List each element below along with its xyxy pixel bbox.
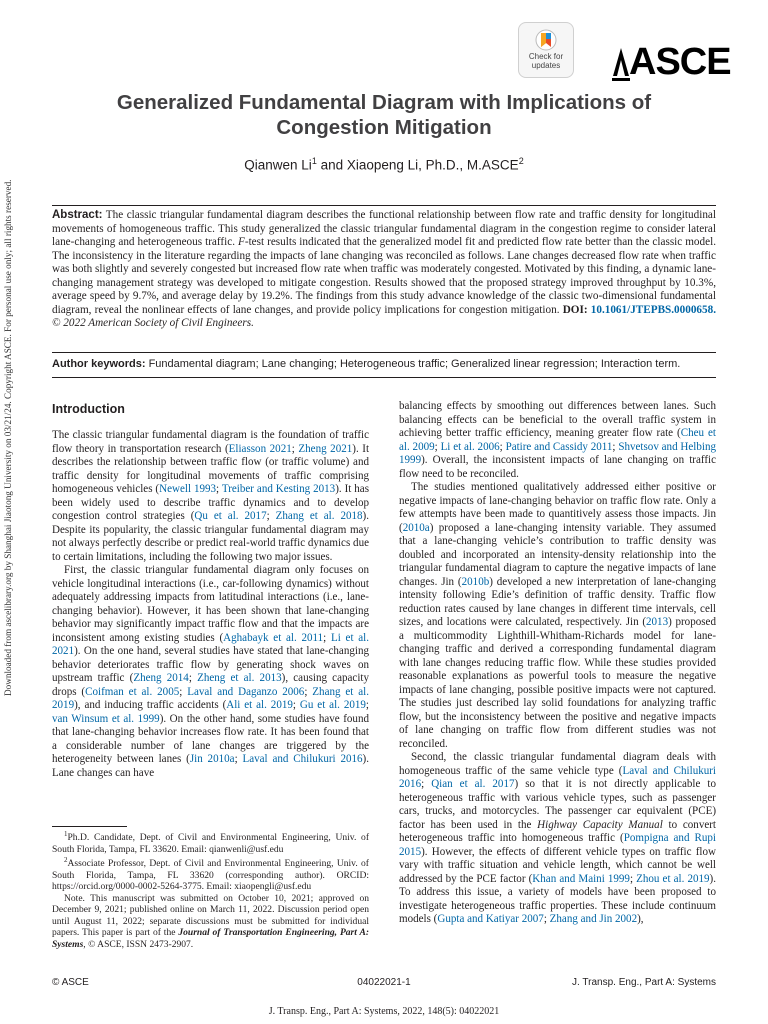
citation-ref[interactable]: Zheng et al. 2013: [197, 672, 282, 684]
abstract-f-test: F: [238, 236, 245, 249]
abstract: [52, 209, 716, 331]
body-text: ). Lane changes can have: [52, 753, 369, 779]
body-text: The classic triangular fundamental diagram is the foundation of traffic flow theory in transportation research (: [52, 429, 369, 455]
footnote-rule: [52, 826, 127, 827]
citation-ref[interactable]: van Winsum et al. 1999: [52, 712, 160, 725]
body-text: ). However, the effects of different vehicle types on traffic flow vary with traffic situation and vehicle length, which cannot be well addressed by the PCE factor (: [399, 845, 716, 885]
asce-logo-mark: [611, 40, 631, 84]
body-text: ) proposed a multicommodity Lighthill-Whitham-Richards model for lane-changing traffic and derived a corresponding fundamental diagram with lane changes reducing traffic flow. While these studies provided reasonable explanations as powerful tools to measure the negative impacts of lane changing, possible positive impacts were not captured. The studies just described lay solid foundations for analyzing traffic flow, but the inconsistency between the positive and negative impacts of lane changing on traffic flow from different studies was not reconciled.: [399, 616, 716, 750]
citation-ref[interactable]: Patire and Cassidy 2011: [505, 440, 613, 453]
citation-ref[interactable]: Treiber and Kesting 2013: [221, 483, 336, 495]
footnote-1: [52, 829, 369, 855]
body-text: ;: [188, 672, 198, 684]
title-line-1: Generalized Fundamental Diagram with Implications of: [116, 91, 652, 114]
download-notice: Downloaded from ascelibrary.org by Shanghai Jiaotong University on 03/21/24. Copyright ASCE. For personal use only; all rights reserved.: [3, 179, 13, 696]
citation-ref[interactable]: Gupta and Katiyar 2007: [437, 913, 544, 925]
body-text: ;: [543, 913, 550, 925]
footer-page-id: 04022021-1: [357, 977, 411, 988]
footnote-2: [52, 855, 369, 893]
check-for-updates-badge[interactable]: [518, 22, 574, 78]
citation-ref[interactable]: Cheu et al. 2009: [399, 427, 716, 453]
doi: [563, 304, 716, 316]
body-text: ). On the one hand, several studies have stated that lane-changing behavior deteriorates traffic flow by generating shock waves on upstream traffic (: [52, 645, 369, 684]
body-text: ;: [421, 778, 432, 790]
page-footer: [52, 976, 716, 990]
body-text: ), causing capacity drops (: [52, 672, 369, 698]
body-text: ;: [234, 753, 243, 765]
citation-ref[interactable]: Laval and Chilukuri 2016: [242, 753, 363, 765]
keywords-rule: [52, 352, 716, 353]
body-text: First, the classic triangular fundamental diagram only focuses on vehicle longitudinal interactions (i.e., car-following dynamics) without adequately addressing impacts from latitudinal interactions (i.e., lane-changing behavior). However, it has been shown that lane-changing behavior may significantly impact traffic flow and that the impacts are inconsistent among existing studies (: [52, 564, 369, 644]
left-column: [52, 400, 369, 780]
keywords-text: Fundamental diagram; Lane changing; Heterogeneous traffic; Generalized linear regression; Interaction term.: [145, 358, 681, 370]
body-text: ;: [292, 699, 300, 711]
citation-ref[interactable]: Zhang et al. 2019: [52, 685, 369, 711]
body-text: ). It has been widely used to describe traffic dynamics and to develop congestion control strategies (: [52, 483, 369, 522]
citation-ref[interactable]: Aghabayk et al. 2011: [223, 631, 324, 644]
abstract-copyright: © 2022 American Society of Civil Engineers.: [52, 317, 254, 330]
body-text: ) proposed a lane-changing intensity variable. They assumed that a lane-changing vehicle’s contribution to traffic density was doubled and incorporated an intensity-density relationship into the triangular fundamental diagram to capture the negative impacts of lane changes. Jin (: [399, 521, 716, 588]
intro-paragraph-2: [52, 564, 369, 780]
citation-ref[interactable]: Qu et al. 2017: [194, 510, 267, 522]
manuscript-note: [52, 893, 369, 951]
author-line: [60, 156, 708, 173]
body-text: ) so that it is not directly applicable to heterogeneous traffic with various vehicle types, such as passenger cars, trucks, and motorcycles. The passenger car equivalent (PCE) factor has been used in the: [399, 778, 716, 831]
body-text: ). Overall, the inconsistent impacts of lane changing on traffic flow need to be reconciled.: [399, 454, 716, 480]
keywords-bottom-rule: [52, 377, 716, 378]
body-text: ;: [179, 685, 188, 698]
citation-ref[interactable]: Laval and Daganzo 2006: [187, 685, 305, 698]
body-text: ;: [612, 440, 619, 453]
intro-paragraph-4: [399, 481, 716, 751]
body-text: Second, the classic triangular fundamental diagram deals with homogeneous traffic of the same vehicle type (: [399, 751, 716, 777]
body-text: ;: [365, 699, 369, 711]
intro-paragraph-3: [399, 400, 716, 481]
body-text: ), and inducing traffic accidents (: [74, 699, 227, 711]
footnotes: [52, 829, 369, 950]
body-text: ;: [304, 685, 313, 698]
doi-link[interactable]: 10.1061/JTEPBS.0000658.: [590, 303, 717, 316]
keywords-label: Author keywords:: [52, 358, 146, 370]
body-text: ;: [291, 442, 299, 455]
body-text: ;: [499, 440, 506, 453]
body-text: ;: [629, 872, 637, 885]
note-text-b: , © ASCE, ISSN 2473-2907.: [83, 938, 194, 950]
badge-line1: Check for: [528, 52, 564, 61]
citation-ref[interactable]: 2010b: [461, 575, 490, 588]
footer-copyright: © ASCE: [52, 977, 89, 988]
emphasis-text: Highway Capacity Manual: [537, 818, 663, 831]
citation-ref[interactable]: 2013: [646, 616, 669, 628]
body-text: ;: [323, 631, 331, 644]
citation-ref[interactable]: Qian et al. 2017: [431, 778, 515, 790]
body-text: to convert heterogeneous traffic into homogeneous traffic (: [399, 818, 716, 844]
body-text: ) developed a new interpretation of lane-changing intensity following Edie’s definition of traffic density. Traffic flow reduction rates caused by lane changes in different time intervals, cell sizes, and locations were calculated, respectively. Jin (: [399, 575, 717, 628]
citation-ref[interactable]: Coifman et al. 2005: [85, 685, 180, 698]
body-text: The studies mentioned qualitatively addressed either positive or negative impacts of lane-changing behavior on traffic flow rate. Only a few attempts have been made to quantitively assess those impacts. Jin (: [399, 481, 716, 534]
check-updates-icon: [534, 29, 558, 51]
right-column: [399, 400, 716, 927]
citation-ref[interactable]: Ali et al. 2019: [226, 699, 293, 711]
citation-ref[interactable]: Khan and Maini 1999: [532, 872, 630, 885]
asce-logo-text: ASCE: [629, 41, 731, 83]
body-text: ;: [216, 483, 222, 495]
intro-paragraph-5: [399, 751, 716, 927]
citation-ref[interactable]: Zheng 2014: [133, 672, 189, 684]
intro-paragraph-1: [52, 429, 369, 564]
footnote-1-text: Ph.D. Candidate, Dept. of Civil and Environmental Engineering, Univ. of South Florida, Tampa, FL 33620. Email: qianwenli@usf.edu: [52, 832, 369, 855]
body-text: ;: [434, 440, 441, 453]
author-1: Qianwen Li: [244, 157, 312, 173]
body-text: ). To address this issue, a variety of models have been proposed to investigate heterogeneous traffic properties. These include continuum models (: [399, 872, 716, 925]
body-text: ),: [637, 913, 644, 925]
citation-ref[interactable]: Zhang and Jin 2002: [549, 913, 638, 925]
abstract-top-rule: [52, 205, 716, 206]
citation-line: J. Transp. Eng., Part A: Systems, 2022, 148(5): 04022021: [268, 1006, 500, 1017]
badge-line2: updates: [531, 60, 561, 70]
footer-journal: J. Transp. Eng., Part A: Systems: [572, 977, 716, 988]
citation-ref[interactable]: Zheng 2021: [298, 442, 353, 455]
author-1-affil: 1: [311, 156, 317, 166]
footnote-2-mark: 2: [64, 856, 68, 865]
asce-logo: [611, 40, 731, 84]
citation-ref[interactable]: Eliasson 2021: [228, 442, 292, 455]
body-text: ;: [266, 510, 276, 522]
citation-ref[interactable]: 2010a: [402, 521, 430, 534]
footnote-1-mark: 1: [64, 830, 68, 838]
citation-ref[interactable]: Gu et al. 2019: [299, 699, 366, 711]
body-text: ). On the other hand, some studies have found that lane-changing behavior increases flow rate. It has been found that a considerable number of lane changes are triggered by the heterogeneity between lanes (: [52, 712, 369, 765]
footnote-2-text: Associate Professor, Dept. of Civil and Environmental Engineering, Univ. of South Florida, Tampa, FL 33620 (corresponding author). ORCID: https://orcid.org/0000-0002-5264-3775. Email: xiaopengli@usf.edu: [52, 858, 369, 893]
title-line-2: Congestion Mitigation: [276, 116, 492, 139]
author-keywords: [52, 357, 716, 371]
citation-ref[interactable]: Zhang et al. 2018: [275, 510, 363, 522]
citation-ref[interactable]: Zhou et al. 2019: [636, 872, 710, 885]
citation-ref[interactable]: Li et al. 2021: [52, 631, 369, 657]
author-2: and Xiaopeng Li, Ph.D., M.ASCE: [316, 157, 519, 173]
abstract-heading: Abstract:: [52, 209, 103, 221]
citation-ref[interactable]: Pompigna and Rupi 2015: [399, 832, 716, 858]
citation-ref[interactable]: Laval and Chilukuri 2016: [399, 764, 717, 790]
paper-title: [60, 90, 708, 140]
abstract-text-a: The classic triangular fundamental diagram describes the functional relationship between flow rate and traffic density for longitudinal movements of homogeneous traffic. This study generalized the classic triangular fundamental diagram in the congestion regime to consider lateral lane-changing and heterogeneous traffic.: [52, 209, 716, 249]
body-text: ). It describes the relationship between traffic flow (or traffic volume) and traffic density for longitudinal movements of traffic comprising homogeneous vehicles (: [52, 442, 370, 495]
journal-name: Journal of Transportation Engineering, Part A: Systems: [52, 927, 369, 950]
body-text: balancing effects by smoothing out differences between lanes. Such balancing effects can be beneficial to the overall traffic system in achieving better traffic efficiency, meaning greater flow rate (: [399, 400, 716, 439]
citation-ref[interactable]: Shvetsov and Helbing 1999: [399, 440, 717, 466]
introduction-heading: Introduction: [52, 402, 125, 416]
citation-ref[interactable]: Li et al. 2006: [440, 440, 500, 453]
citation-ref[interactable]: Jin 2010a: [189, 753, 235, 765]
author-2-affil: 2: [518, 156, 524, 166]
abstract-text-b: -test results indicated that the generalized model fit and predicted flow rate better than the classic model. The inconsistency in the literature regarding the impacts of lane changing was reconciled as follows. Lane changes decreased flow rate when traffic was both slightly and severely congested but increased flow rate when traffic was moderately congested. Motivated by this finding, a dynamic lane-changing management strategy was developed to mitigate congestion. Results showed that the proposed strategy improved throughput by 10.3%, average speed by 9.7%, and average delay by 19.2%. The findings from this study advance knowledge of the classic two-dimensional fundamental diagram, reveal the nonlinear effects of lane changes, and provide policy implications for congestion mitigation.: [52, 236, 716, 316]
citation-ref[interactable]: Newell 1993: [159, 483, 217, 495]
body-text: ). Despite its popularity, the classic triangular fundamental diagram may not always perfectly describe or predict real-world traffic dynamics due to certain limitations, including the following two major issues.: [52, 510, 369, 563]
doi-label: DOI:: [562, 303, 588, 316]
note-text-a: Note. This manuscript was submitted on October 10, 2021; approved on December 9, 2021; published online on March 11, 2022. Discussion period open until August 11, 2022; separate discussions must be submitted for individual papers. This paper is part of the: [52, 892, 369, 939]
